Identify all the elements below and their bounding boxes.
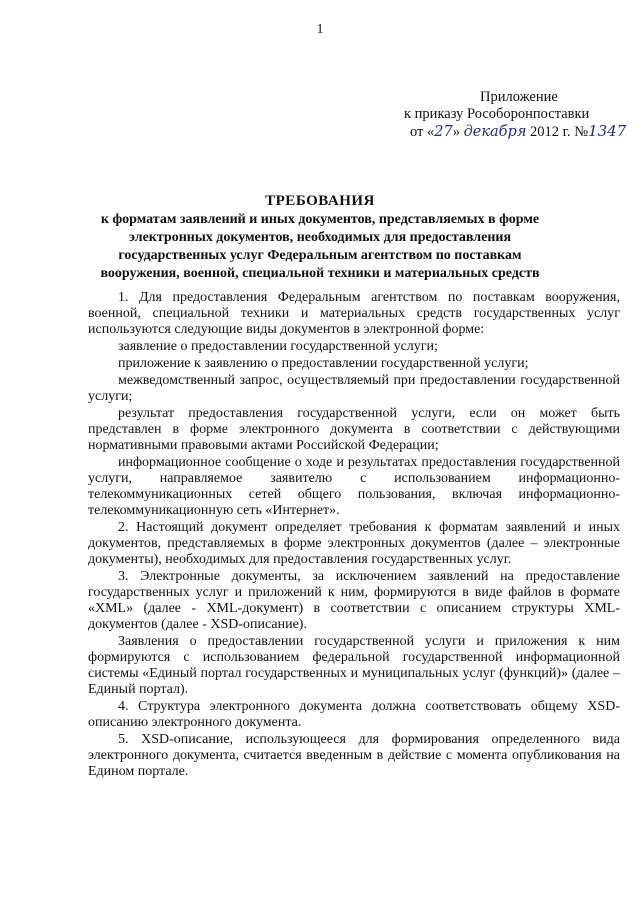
- date-mid: »: [452, 124, 464, 140]
- paragraph: межведомственный запрос, осуществляемый при предоставлении государственной услуги;: [88, 373, 620, 404]
- paragraph: 4. Структура электронного документа должна соответствовать общему XSD-описанию электронного документа.: [88, 699, 620, 730]
- appendix-date-line: [404, 123, 634, 141]
- document-title: ТРЕБОВАНИЯ: [265, 193, 375, 209]
- paragraph: заявление о предоставлении государственной услуги;: [118, 339, 438, 354]
- page-number: 1: [316, 22, 324, 37]
- paragraph: Заявления о предоставлении государственной услуги и приложения к ним формируются с использованием федеральной государственной информационной системы «Единый портал государственных и муниципальных услуг (функций)» (далее – Единый портал).: [88, 634, 620, 697]
- paragraph: 5. XSD-описание, использующееся для формирования определенного вида электронного документа, считается введенным в действие с момента опубликования на Едином портале.: [88, 732, 620, 779]
- paragraph: 2. Настоящий документ определяет требования к форматам заявлений и иных документов, представляемых в форме электронных документов (далее – электронные документы), необходимых для предоставления государственных услуг.: [88, 520, 620, 567]
- handwritten-month: декабря: [463, 124, 527, 140]
- handwritten-day: 27: [434, 124, 453, 140]
- paragraph: приложение к заявлению о предоставлении государственной услуги;: [118, 356, 529, 371]
- paragraph: результат предоставления государственной услуги, если он может быть представлен в форме электронного документа в соответствии с действующими нормативными правовыми актами Российской Федерации;: [88, 406, 620, 453]
- paragraph: 3. Электронные документы, за исключением заявлений на предоставление государственных услуг и приложений к ним, формируются в виде файлов в формате «XML» (далее - XML-документ) в соответствии с описанием структуры XML-документов (далее - XSD-описание).: [88, 569, 620, 632]
- document-body: [88, 290, 620, 781]
- paragraph: 1. Для предоставления Федеральным агентством по поставкам вооружения, военной, специальной техники и материальных средств государственных услуг используются следующие виды документов в электронной форме:: [88, 290, 620, 337]
- date-year: 2012 г. №: [526, 124, 589, 140]
- document-subtitle: к форматам заявлений и иных документов, представляемых в форме электронных документов, необходимых для предоставления государственных услуг Федеральным агентством по поставкам вооружения, военной, специальной техники и материальных средств: [100, 212, 540, 281]
- date-prefix: от «: [410, 124, 435, 140]
- appendix-label: Приложение: [480, 89, 558, 105]
- paragraph: информационное сообщение о ходе и результатах предоставления государственной услуги, направляемое заявителю с использованием информационно-телекоммуникационных сетей общего пользования, включая информационно-телекоммуникационную сеть «Интернет».: [88, 455, 620, 518]
- handwritten-order-number: 1347: [588, 122, 627, 140]
- appendix-order-ref: к приказу Рособоронпоставки: [404, 106, 590, 122]
- appendix-block: [404, 89, 634, 141]
